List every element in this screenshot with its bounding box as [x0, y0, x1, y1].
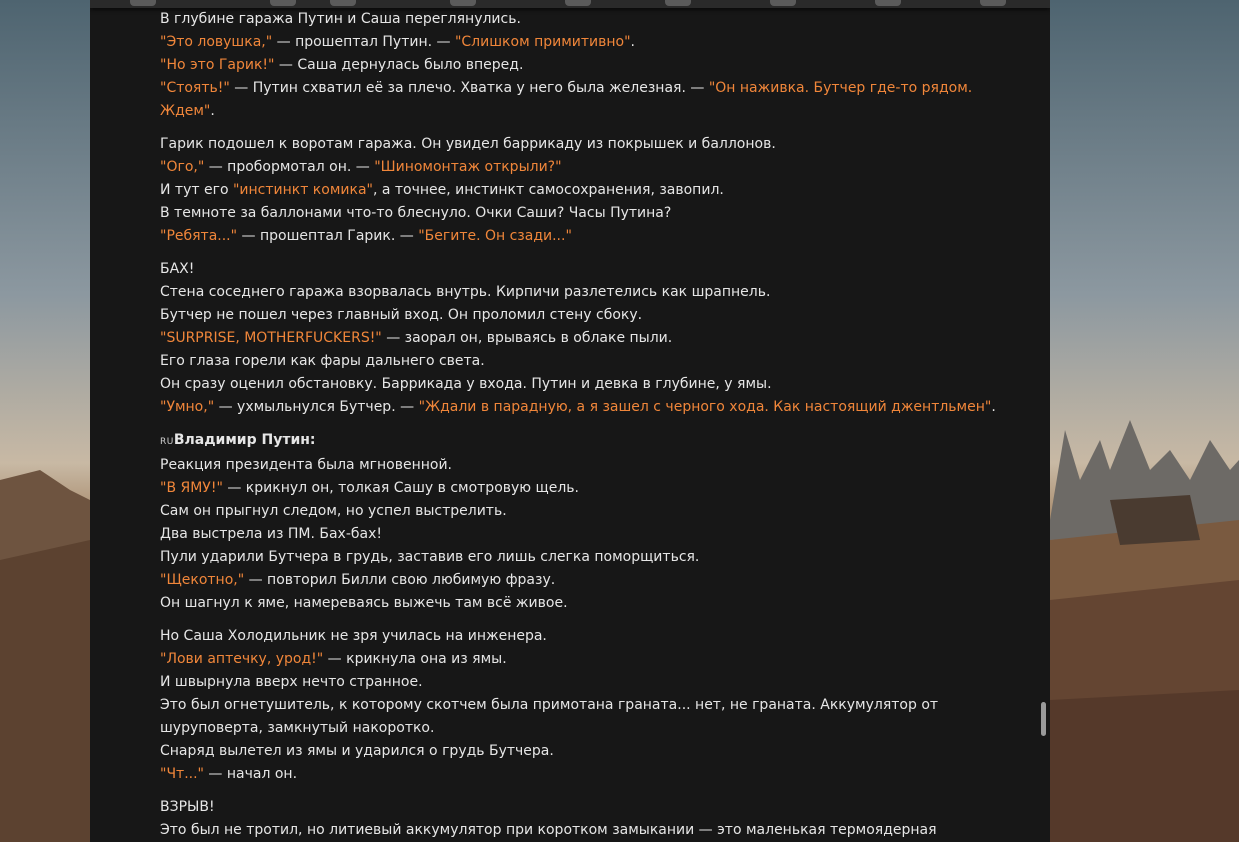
narration-text: Бутчер не пошел через главный вход. Он проломил стену сбоку. — [160, 307, 643, 323]
scrollbar-thumb[interactable] — [1041, 702, 1046, 736]
narration-text: . — [991, 399, 996, 415]
toolbar-icon-2[interactable] — [270, 0, 296, 6]
toolbar-icon-6[interactable] — [665, 0, 691, 6]
narration-text: БАХ! — [160, 261, 195, 277]
text-line — [160, 740, 1000, 763]
toolbar-icon-5[interactable] — [565, 0, 591, 6]
text-line — [160, 202, 1000, 225]
text-line — [160, 304, 1000, 327]
message-paragraph — [160, 8, 1000, 123]
text-line — [160, 546, 1000, 569]
text-line — [160, 429, 1000, 454]
quote-text: "Лови аптечку, урод!" — [160, 651, 324, 667]
narration-text: Гарик подошел к воротам гаража. Он увидел баррикаду из покрышек и баллонов. — [160, 136, 776, 152]
narration-text: — Путин схватил её за плечо. Хватка у него была железная. — — [229, 80, 709, 96]
text-line — [160, 569, 1000, 592]
narration-text: — Саша дернулась было вперед. — [274, 57, 524, 73]
narration-text: — прошептал Гарик. — — [237, 228, 419, 244]
message-paragraph — [160, 258, 1000, 419]
narration-text: И тут его — [160, 182, 233, 198]
text-line — [160, 625, 1000, 648]
text-line — [160, 54, 1000, 77]
text-line — [160, 819, 1000, 842]
narration-text: Снаряд вылетел из ямы и ударился о грудь Бутчера. — [160, 743, 554, 759]
text-line — [160, 763, 1000, 786]
text-line — [160, 592, 1000, 615]
text-line — [160, 477, 1000, 500]
message-text — [160, 8, 1000, 842]
narration-text: Два выстрела из ПМ. Бах-бах! — [160, 526, 382, 542]
quote-text: "В ЯМУ!" — [160, 480, 223, 496]
chat-panel — [90, 0, 1050, 842]
text-line — [160, 500, 1000, 523]
narration-text: шуруповерта, замкнутый накоротко. — [160, 720, 435, 736]
quote-text: "Шиномонтаж открыли?" — [374, 159, 562, 175]
narration-text: — начал он. — [203, 766, 298, 782]
toolbar-icon-1[interactable] — [130, 0, 156, 6]
quote-text: "Умно," — [160, 399, 215, 415]
narration-text: Реакция президента была мгновенной. — [160, 457, 453, 473]
quote-text: "Он наживка. Бутчер где-то рядом. — [708, 80, 973, 96]
narration-text: Стена соседнего гаража взорвалась внутрь. Кирпичи разлетелись как шрапнель. — [160, 284, 771, 300]
quote-text: "Слишком примитивно" — [454, 34, 631, 50]
toolbar-icon-3[interactable] — [330, 0, 356, 6]
quote-text: "Это ловушка," — [160, 34, 273, 50]
narration-text: — прошептал Путин. — — [272, 34, 455, 50]
quote-text: "Бегите. Он сзади..." — [418, 228, 572, 244]
narration-text: — повторил Билли свою любимую фразу. — [244, 572, 556, 588]
text-line — [160, 281, 1000, 304]
narration-text: — пробормотал он. — — [204, 159, 375, 175]
narration-text: — заорал он, врываясь в облаке пыли. — [381, 330, 673, 346]
text-line — [160, 8, 1000, 31]
language-flag-label: RU — [160, 437, 174, 447]
toolbar-icon-4[interactable] — [450, 0, 476, 6]
quote-text: "Но это Гарик!" — [160, 57, 275, 73]
quote-text: "Чт..." — [160, 766, 204, 782]
narration-text: В темноте за баллонами что-то блеснуло. Очки Саши? Часы Путина? — [160, 205, 672, 221]
narration-text: Но Саша Холодильник не зря училась на инженера. — [160, 628, 547, 644]
text-line — [160, 225, 1000, 248]
toolbar-icon-9[interactable] — [980, 0, 1006, 6]
text-line — [160, 694, 1000, 717]
narration-text: . — [210, 103, 215, 119]
text-line — [160, 648, 1000, 671]
text-line — [160, 156, 1000, 179]
narration-text: ВЗРЫВ! — [160, 799, 215, 815]
narration-text: Сам он прыгнул следом, но успел выстрелить. — [160, 503, 507, 519]
narration-text: В глубине гаража Путин и Саша переглянулись. — [160, 11, 521, 27]
quote-text: "SURPRISE, MOTHERFUCKERS!" — [160, 330, 382, 346]
text-line — [160, 258, 1000, 281]
text-line — [160, 179, 1000, 202]
narration-text: Это был не тротил, но литиевый аккумулятор при коротком замыкании — это маленькая термоядерная — [160, 822, 937, 838]
narration-text: — ухмыльнулся Бутчер. — — [214, 399, 419, 415]
quote-text: Ждем" — [160, 103, 211, 119]
narration-text: Он шагнул к яме, намереваясь выжечь там всё живое. — [160, 595, 568, 611]
narration-text: — крикнула она из ямы. — [323, 651, 507, 667]
text-line — [160, 523, 1000, 546]
text-line — [160, 327, 1000, 350]
quote-text: "Ого," — [160, 159, 205, 175]
text-line — [160, 100, 1000, 123]
text-line — [160, 717, 1000, 740]
text-line — [160, 796, 1000, 819]
quote-text: "Ребята..." — [160, 228, 238, 244]
quote-text: "Щекотно," — [160, 572, 245, 588]
text-line — [160, 396, 1000, 419]
narration-text: Он сразу оценил обстановку. Баррикада у входа. Путин и девка в глубине, у ямы. — [160, 376, 772, 392]
quote-text: "Стоять!" — [160, 80, 230, 96]
narration-text: , а точнее, инстинкт самосохранения, завопил. — [372, 182, 724, 198]
speaker-heading: Владимир Путин: — [173, 432, 316, 448]
message-paragraph — [160, 133, 1000, 248]
toolbar-icon-7[interactable] — [770, 0, 796, 6]
narration-text: . — [630, 34, 635, 50]
narration-text: Пули ударили Бутчера в грудь, заставив его лишь слегка поморщиться. — [160, 549, 700, 565]
text-line — [160, 31, 1000, 54]
narration-text: — крикнул он, толкая Сашу в смотровую щель. — [222, 480, 579, 496]
narration-text: Его глаза горели как фары дальнего света. — [160, 353, 485, 369]
narration-text: Это был огнетушитель, к которому скотчем была примотана граната... нет, не граната. Аккумулятор от — [160, 697, 939, 713]
text-line — [160, 133, 1000, 156]
text-line — [160, 373, 1000, 396]
quote-text: "инстинкт комика" — [232, 182, 373, 198]
narration-text: И швырнула вверх нечто странное. — [160, 674, 423, 690]
text-line — [160, 454, 1000, 477]
quote-text: "Ждали в парадную, а я зашел с черного хода. Как настоящий джентльмен" — [418, 399, 992, 415]
toolbar — [90, 0, 1050, 8]
text-line — [160, 350, 1000, 373]
text-line — [160, 77, 1000, 100]
message-paragraph — [160, 625, 1000, 786]
message-paragraph — [160, 796, 1000, 842]
message-paragraph — [160, 429, 1000, 615]
text-line — [160, 671, 1000, 694]
toolbar-icon-8[interactable] — [875, 0, 901, 6]
